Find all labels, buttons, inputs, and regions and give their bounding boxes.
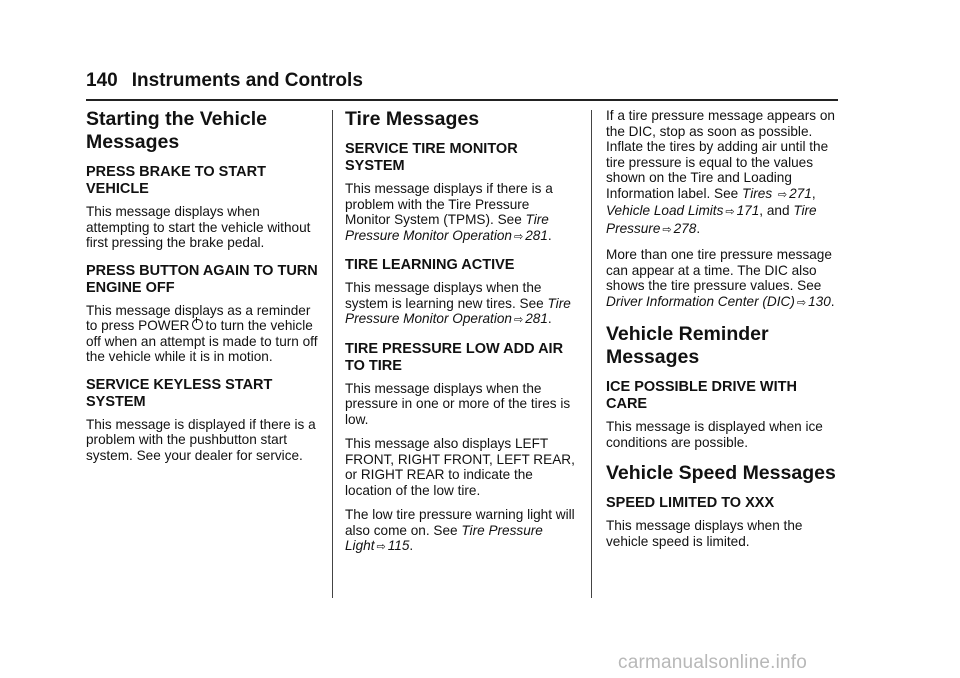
column-1 bbox=[86, 108, 322, 472]
xref-tpms-operation[interactable]: Tire Pressure Monitor Operation bbox=[345, 295, 571, 326]
column-divider-1 bbox=[332, 110, 333, 598]
section-title-vehicle-reminder: Vehicle Reminder Messages bbox=[606, 323, 769, 368]
xref-tire-pressure-light[interactable]: Tire Pressure Light bbox=[345, 522, 543, 553]
page-number: 140 bbox=[86, 70, 118, 91]
header-text bbox=[86, 70, 838, 92]
arrow-right-icon: ⇨ bbox=[777, 188, 788, 201]
power-icon bbox=[192, 319, 203, 330]
body-text: This message displays if there is a problem with the Tire Pressure Monitor System (TPMS). See bbox=[345, 181, 553, 227]
xref-tires[interactable]: Tires bbox=[742, 185, 773, 201]
arrow-right-icon: ⇨ bbox=[662, 223, 672, 236]
xref-tire-pressure[interactable]: Tire Pressure bbox=[606, 203, 817, 236]
arrow-right-icon: ⇨ bbox=[796, 296, 807, 309]
body-text: The low tire pressure warning light will also come on. See bbox=[345, 507, 575, 538]
page-ref[interactable]: 115 bbox=[387, 538, 410, 553]
heading-tire-learning: TIRE LEARNING ACTIVE bbox=[345, 257, 515, 273]
page-ref[interactable]: 281 bbox=[525, 311, 548, 326]
arrow-right-icon: ⇨ bbox=[513, 230, 524, 243]
text-ice-possible: This message is displayed when ice conditions are possible. bbox=[606, 419, 823, 450]
text-tire-pressure-advice: If a tire pressure message appears on the DIC, stop as soon as possible. Inflate the tires by adding air until the tire pressure is equal to the values shown on the Tire and Loading Information label. See Tires ⇨ 271, Vehicle Load Limits ⇨ 171, and Tire Pressure ⇨ 278. bbox=[606, 108, 835, 236]
heading-tire-pressure-low: TIRE PRESSURE LOW ADD AIR TO TIRE bbox=[345, 340, 564, 374]
xref-tpms-operation[interactable]: Tire Pressure Monitor Operation bbox=[345, 212, 549, 243]
section-title-starting-vehicle: Starting the Vehicle Messages bbox=[86, 108, 267, 153]
page-header bbox=[86, 70, 838, 92]
heading-service-keyless: SERVICE KEYLESS START SYSTEM bbox=[86, 376, 273, 410]
text-tire-pressure-low-3: The low tire pressure warning light will also come on. See Tire Pressure Light ⇨ 115. bbox=[345, 507, 575, 553]
xref-dic[interactable]: Driver Information Center (DIC) bbox=[606, 293, 795, 309]
page-ref[interactable]: 271 bbox=[789, 185, 812, 201]
text-tire-pressure-low-1: This message displays when the pressure in one or more of the tires is low. bbox=[345, 380, 571, 427]
text-speed-limited: This message displays when the vehicle speed is limited. bbox=[606, 518, 803, 549]
heading-service-tire-monitor: SERVICE TIRE MONITOR SYSTEM bbox=[345, 141, 518, 174]
section-title-tire-messages: Tire Messages bbox=[345, 108, 480, 130]
page-ref[interactable]: 130 bbox=[808, 293, 831, 309]
column-2 bbox=[345, 108, 577, 565]
body-text: This message displays when the system is learning new tires. See bbox=[345, 280, 544, 311]
text-multiple-messages: More than one tire pressure message can appear at a time. The DIC also shows the tire pressure values. See Driver Information Center (DIC) ⇨ 130. bbox=[606, 247, 835, 309]
heading-press-brake: PRESS BRAKE TO START VEHICLE bbox=[86, 164, 266, 197]
xref-vehicle-load-limits[interactable]: Vehicle Load Limits bbox=[606, 203, 724, 218]
heading-speed-limited: SPEED LIMITED TO XXX bbox=[606, 495, 775, 511]
body-text: More than one tire pressure message can appear at a time. The DIC also shows the tire pressure values. See bbox=[606, 247, 832, 293]
arrow-right-icon: ⇨ bbox=[376, 541, 386, 553]
page-ref[interactable]: 171 bbox=[736, 203, 760, 218]
text-service-tire-monitor: This message displays if there is a problem with the Tire Pressure Monitor System (TPMS). See Tire Pressure Monitor Operation ⇨ 281. bbox=[345, 181, 553, 243]
section-title-vehicle-speed: Vehicle Speed Messages bbox=[606, 462, 836, 484]
text-tire-learning: This message displays when the system is learning new tires. See Tire Pressure Monitor Operation ⇨ 281. bbox=[345, 280, 571, 326]
heading-press-button-again: PRESS BUTTON AGAIN TO TURN ENGINE OFF bbox=[86, 262, 318, 296]
watermark: carmanualsonline.info bbox=[618, 652, 808, 673]
column-divider-2 bbox=[591, 110, 592, 598]
body-text: and bbox=[766, 203, 790, 218]
arrow-right-icon: ⇨ bbox=[513, 314, 524, 326]
text-service-keyless: This message is displayed if there is a problem with the pushbutton start system. See your dealer for service. bbox=[86, 416, 316, 463]
column-3 bbox=[606, 108, 840, 558]
header-rule bbox=[86, 99, 838, 101]
heading-ice-possible: ICE POSSIBLE DRIVE WITH CARE bbox=[606, 379, 797, 412]
text-press-button-again bbox=[86, 303, 322, 365]
text-tire-pressure-low-2: This message also displays LEFT FRONT, RIGHT FRONT, LEFT REAR, or RIGHT REAR to indicate the location of the low tire. bbox=[345, 436, 575, 498]
text-press-brake: This message displays when attempting to start the vehicle without first pressing the brake pedal. bbox=[86, 204, 311, 250]
text-press-button-before: This message displays as a reminder to press POWER bbox=[86, 302, 311, 333]
text-press-button-after: to turn the vehicle off when an attempt is made to turn off the vehicle while it is in motion. bbox=[86, 318, 318, 364]
page-ref[interactable]: 278 bbox=[673, 220, 697, 236]
arrow-right-icon: ⇨ bbox=[725, 206, 735, 218]
body-text: If a tire pressure message appears on the DIC, stop as soon as possible. Inflate the tires by adding air until the tire pressure is equal to the values shown on the Tire and Loading Information label. See bbox=[606, 108, 835, 201]
page-ref[interactable]: 281 bbox=[525, 227, 548, 243]
chapter-title: Instruments and Controls bbox=[131, 70, 363, 91]
